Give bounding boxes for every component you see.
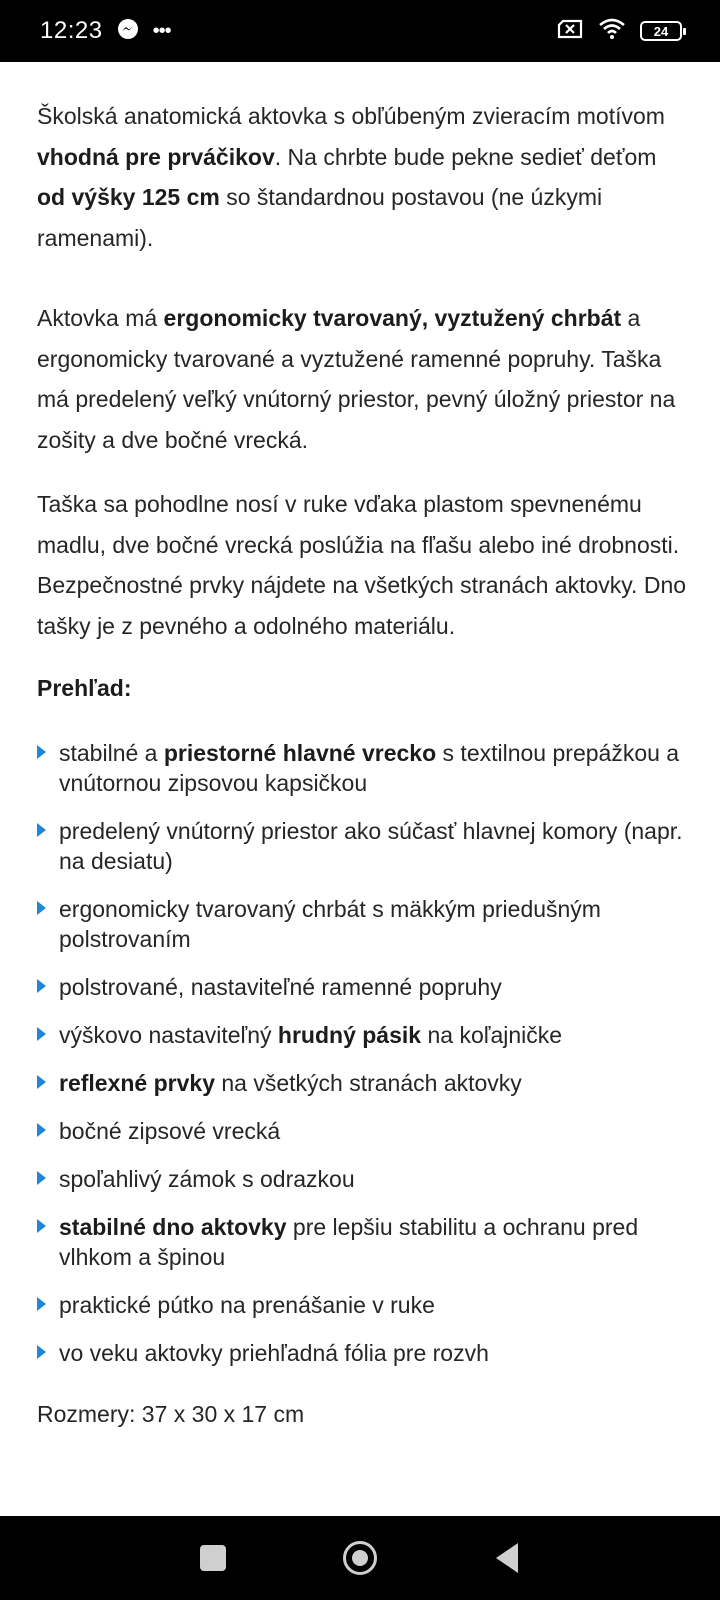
overview-heading: Prehľad: <box>37 675 132 701</box>
list-item: vo veku aktovky priehľadná fólia pre rozvh <box>37 1338 687 1368</box>
bullet-icon <box>37 1297 46 1311</box>
list-item: stabilné dno aktovky pre lepšiu stabilitu a ochranu pred vlhkom a špinou <box>37 1212 687 1272</box>
list-item: bočné zipsové vrecká <box>37 1116 687 1146</box>
bullet-icon <box>37 1171 46 1185</box>
bullet-icon <box>37 979 46 993</box>
status-left <box>40 17 171 45</box>
overview-list <box>37 738 687 1368</box>
sim-error-icon <box>556 18 584 45</box>
list-item: spoľahlivý zámok s odrazkou <box>37 1164 687 1194</box>
wifi-icon <box>598 18 626 45</box>
back-icon <box>496 1543 518 1573</box>
messenger-icon <box>117 18 139 45</box>
bullet-icon <box>37 823 46 837</box>
status-right <box>556 18 682 45</box>
bullet-icon <box>37 1027 46 1041</box>
home-icon <box>343 1541 377 1575</box>
product-description <box>37 96 687 1434</box>
list-item: ergonomicky tvarovaný chrbát s mäkkým priedušným polstrovaním <box>37 894 687 954</box>
text-segment: Aktovka má <box>37 305 164 331</box>
bullet-icon <box>37 1345 46 1359</box>
dimensions-text: Rozmery: 37 x 30 x 17 cm <box>37 1401 305 1427</box>
navigation-bar <box>0 1516 720 1600</box>
bullet-icon <box>37 901 46 915</box>
home-button[interactable] <box>330 1528 390 1588</box>
battery-icon: 24 <box>640 21 682 41</box>
description-paragraph-2 <box>37 298 687 460</box>
back-button[interactable] <box>477 1528 537 1588</box>
bold-segment: vhodná pre prváčikov <box>37 143 275 170</box>
bold-segment: ergonomicky tvarovaný, vyztužený chrbát <box>163 305 622 331</box>
list-item: praktické pútko na prenášanie v ruke <box>37 1290 687 1320</box>
bullet-icon <box>37 1219 46 1233</box>
recents-icon <box>200 1545 226 1571</box>
bullet-icon <box>37 1123 46 1137</box>
list-item: reflexné prvky na všetkých stranách aktovky <box>37 1068 687 1098</box>
bullet-icon <box>37 1075 46 1089</box>
description-paragraph-3: Taška sa pohodlne nosí v ruke vďaka plastom spevnenému madlu, dve bočné vrecká poslúžia na fľašu alebo iné drobnosti. Bezpečnostné prvky nájdete na všetkých stranách aktovky. Dno tašky je z pevného a odolného materiálu. <box>37 491 687 639</box>
text-segment: so štandardnou postavou (ne úzkymi ramenami). <box>37 184 603 251</box>
bold-segment: od výšky 125 cm <box>37 184 220 210</box>
list-item: predelený vnútorný priestor ako súčasť hlavnej komory (napr. na desiatu) <box>37 816 687 876</box>
text-segment: a ergonomicky tvarované a vyztužené ramenné popruhy. Taška má predelený veľký vnútorný priestor, pevný úložný priestor na zošity a dve bočné vrecká. <box>37 305 676 453</box>
text-segment: Školská anatomická aktovka s obľúbeným zvieracím motívom <box>37 103 665 129</box>
bullet-icon <box>37 745 46 759</box>
status-time: 12:23 <box>40 17 103 44</box>
list-item: výškovo nastaviteľný hrudný pásik na koľajničke <box>37 1020 687 1050</box>
list-item: polstrované, nastaviteľné ramenné popruhy <box>37 972 687 1002</box>
description-paragraph-1 <box>37 96 687 258</box>
recents-button[interactable] <box>183 1528 243 1588</box>
status-bar <box>0 0 720 62</box>
more-icon: ••• <box>152 19 171 42</box>
list-item: stabilné a priestorné hlavné vrecko s textilnou prepážkou a vnútornou zipsovou kapsičkou <box>37 738 687 798</box>
text-segment: . Na chrbte bude pekne sedieť deťom <box>274 143 657 170</box>
